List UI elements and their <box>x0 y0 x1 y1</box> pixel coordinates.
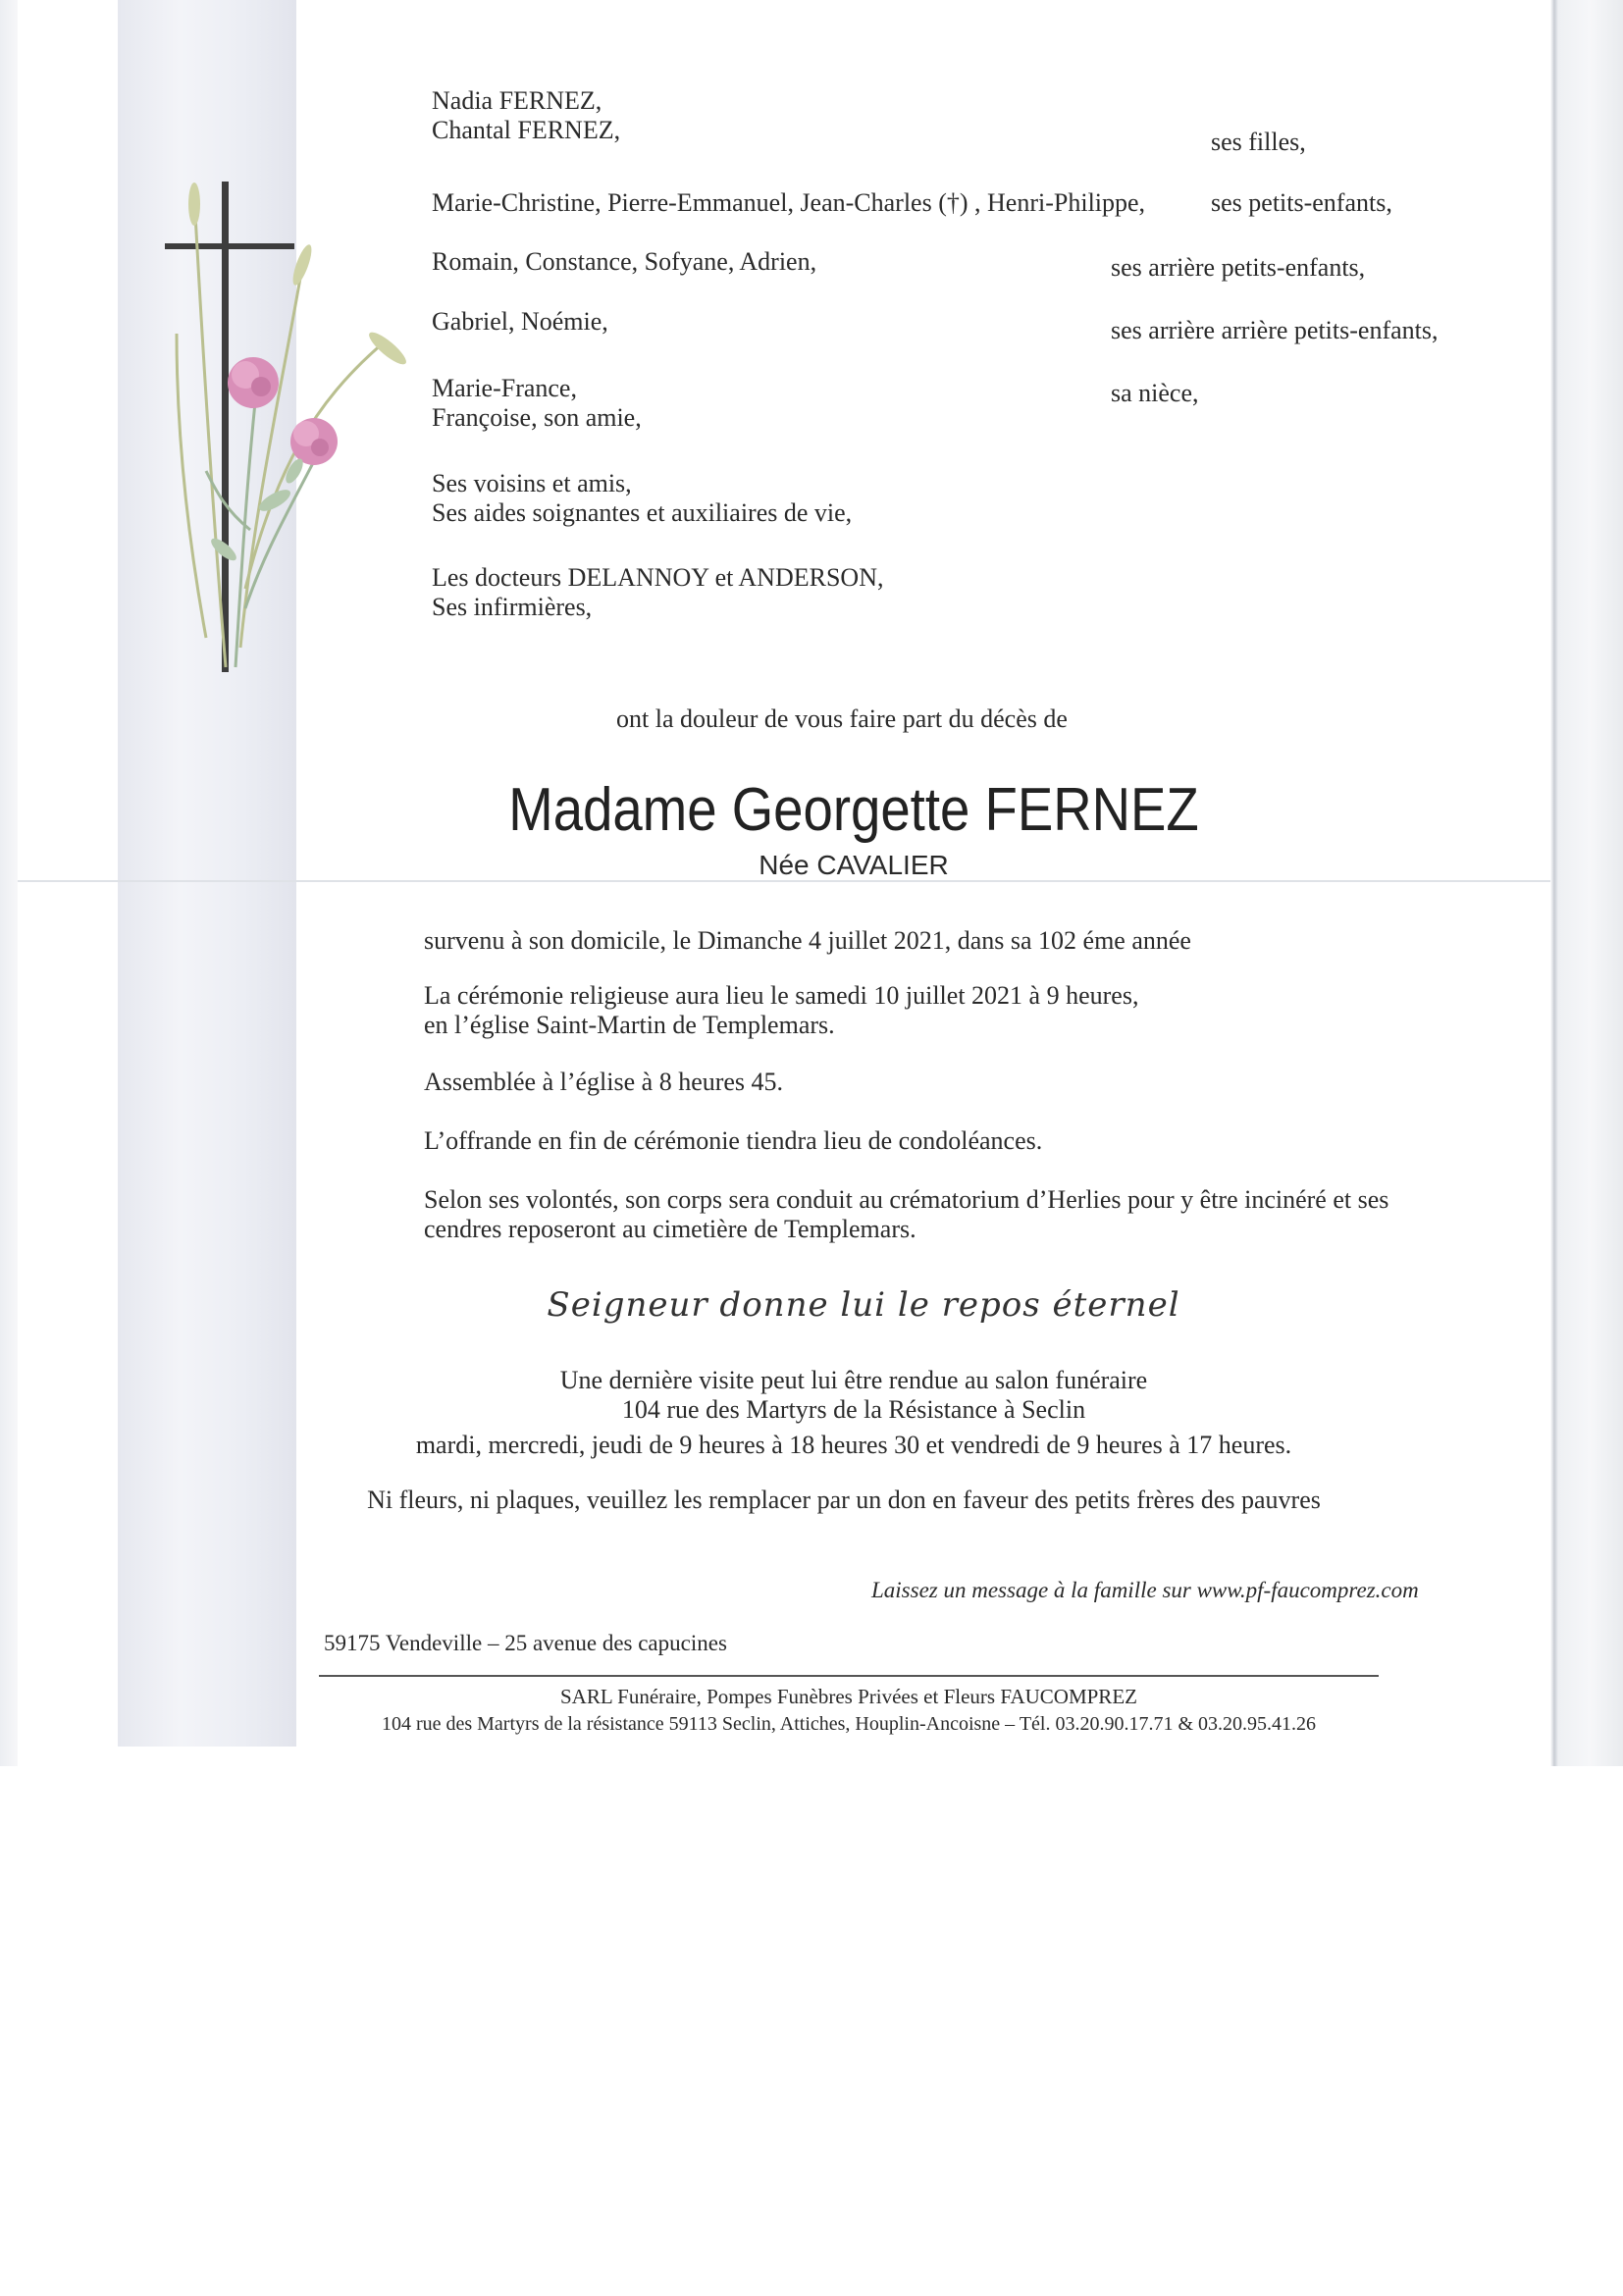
family-name-line: Françoise, son amie, <box>432 403 642 432</box>
visit-line: 104 rue des Martyrs de la Résistance à Seclin <box>621 1395 1086 1424</box>
relation-label: ses petits-enfants, <box>1211 188 1392 217</box>
wishes-line: cendres reposeront au cimetière de Templemars. <box>424 1215 916 1243</box>
wishes-line: Selon ses volontés, son corps sera conduit au crématorium d’Herlies pour y être incinéré et ses <box>424 1185 1389 1214</box>
visit-line: Une dernière visite peut lui être rendue au salon funéraire <box>559 1366 1148 1394</box>
deceased-name: Madame Georgette FERNEZ <box>508 776 1199 844</box>
family-name-line: Gabriel, Noémie, <box>432 307 608 336</box>
message-link[interactable]: Laissez un message à la famille sur www.pf-faucomprez.com <box>871 1578 1419 1602</box>
funeral-home-contact: 104 rue des Martyrs de la résistance 59113 Seclin, Attiches, Houplin-Ancoisne – Tél. 03.20.90.17.71 & 03.20.95.41.26 <box>381 1713 1317 1735</box>
visit-line: mardi, mercredi, jeudi de 9 heures à 18 heures 30 et vendredi de 9 heures à 17 heures. <box>415 1431 1292 1459</box>
assembly-text: Assemblée à l’église à 8 heures 45. <box>424 1068 784 1096</box>
footer-divider <box>319 1675 1379 1677</box>
offering-text: L’offrande en fin de cérémonie tiendra lieu de condoléances. <box>424 1126 1043 1155</box>
relation-label: sa nièce, <box>1111 379 1199 407</box>
maiden-name: Née CAVALIER <box>759 850 949 880</box>
ceremony-line: La cérémonie religieuse aura lieu le samedi 10 juillet 2021 à 9 heures, <box>424 981 1139 1010</box>
rose-icon <box>228 357 279 408</box>
family-name-line: Chantal FERNEZ, <box>432 116 621 144</box>
death-details: survenu à son domicile, le Dimanche 4 juillet 2021, dans sa 102 éme année <box>424 926 1191 955</box>
rose-icon <box>290 418 338 465</box>
others-line: Les docteurs DELANNOY et ANDERSON, <box>432 563 884 592</box>
family-name-line: Marie-France, <box>432 374 577 402</box>
relation-label: ses filles, <box>1211 128 1306 156</box>
wheat-ear-icon <box>188 183 410 369</box>
announcement-text: ont la douleur de vous faire part du décès de <box>616 704 1068 733</box>
wheat-icon <box>177 196 383 667</box>
cross-flowers-illustration <box>147 177 422 687</box>
page-edge-right <box>1550 0 1623 1766</box>
relation-label: ses arrière petits-enfants, <box>1111 253 1366 282</box>
cross-icon <box>165 182 294 672</box>
others-line: Ses infirmières, <box>432 593 593 621</box>
prayer-text: Seigneur donne lui le repos éternel <box>547 1285 1180 1325</box>
no-flowers-text: Ni fleurs, ni plaques, veuillez les remplacer par un don en faveur des petits frères des pauvres <box>367 1486 1321 1514</box>
others-line: Ses aides soignantes et auxiliaires de vie, <box>432 498 853 527</box>
relation-label: ses arrière arrière petits-enfants, <box>1111 316 1439 344</box>
family-name-line: Marie-Christine, Pierre-Emmanuel, Jean-Charles (†) , Henri-Philippe, <box>432 188 1146 217</box>
family-name-line: Nadia FERNEZ, <box>432 86 602 115</box>
others-line: Ses voisins et amis, <box>432 469 632 497</box>
family-address: 59175 Vendeville – 25 avenue des capucines <box>324 1631 727 1655</box>
ceremony-line: en l’église Saint-Martin de Templemars. <box>424 1011 835 1039</box>
page-edge-left <box>0 0 18 1766</box>
family-name-line: Romain, Constance, Sofyane, Adrien, <box>432 247 817 276</box>
funeral-home-name: SARL Funéraire, Pompes Funèbres Privées et Fleurs FAUCOMPREZ <box>560 1685 1137 1708</box>
